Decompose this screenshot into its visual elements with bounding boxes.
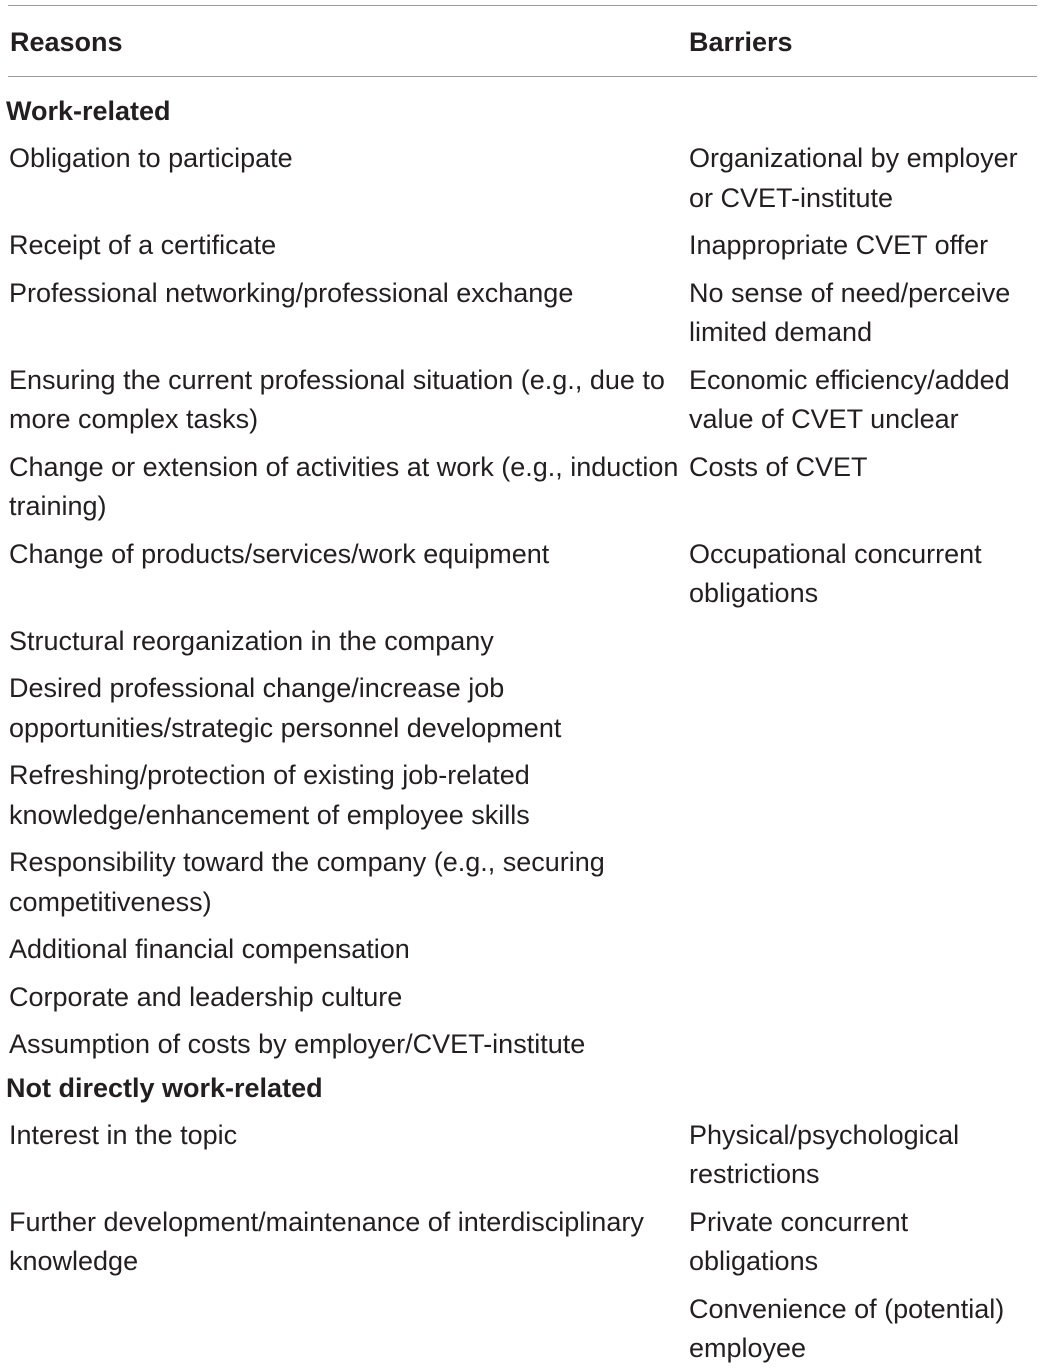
table-row — [0, 1203, 1043, 1282]
header-reasons: Reasons — [10, 27, 123, 57]
table-row — [0, 843, 1043, 922]
header-barriers: Barriers — [689, 27, 793, 57]
barrier-cell: Costs of CVET — [689, 451, 868, 482]
table-row — [0, 448, 1043, 527]
barrier-cell — [679, 756, 1033, 835]
reason-cell — [0, 1290, 679, 1369]
barrier-cell: Inappropriate CVET offer — [689, 230, 989, 260]
table-row — [0, 535, 1043, 614]
table-row — [0, 622, 1043, 662]
table-row — [0, 930, 1043, 970]
table-row — [0, 361, 1043, 440]
section-label: Not directly work-related — [6, 1072, 323, 1103]
reason-cell: Responsibility toward the company (e.g., securing competitiveness) — [9, 847, 605, 917]
barrier-cell: Economic efficiency/added value of CVET unclear — [689, 364, 1010, 434]
reason-cell: Refreshing/protection of existing job-related knowledge/enhancement of employee skills — [9, 760, 530, 830]
barrier-cell — [679, 622, 1033, 662]
reason-cell: Interest in the topic — [9, 1119, 238, 1150]
table-header-rule — [8, 76, 1037, 77]
table-row — [0, 756, 1043, 835]
barrier-cell: Organizational by employer or CVET-institute — [689, 143, 1018, 213]
barrier-cell — [679, 978, 1033, 1018]
reason-cell: Ensuring the current professional situation (e.g., due to more complex tasks) — [9, 364, 665, 434]
barrier-cell — [679, 1025, 1033, 1065]
barrier-cell — [679, 669, 1033, 748]
table-row — [0, 274, 1043, 353]
table-row — [0, 1025, 1043, 1065]
table-row — [0, 669, 1043, 748]
reason-cell: Further development/maintenance of interdisciplinary knowledge — [9, 1206, 644, 1276]
barrier-cell — [679, 843, 1033, 922]
reason-cell: Structural reorganization in the company — [9, 625, 494, 656]
reason-cell: Professional networking/professional exchange — [9, 277, 574, 308]
reason-cell: Assumption of costs by employer/CVET-institute — [9, 1029, 586, 1059]
reason-cell: Change or extension of activities at work (e.g., induction training) — [9, 451, 679, 521]
reason-cell: Corporate and leadership culture — [9, 981, 403, 1012]
table-row — [0, 139, 1043, 218]
barrier-cell — [679, 930, 1033, 970]
reason-cell: Change of products/services/work equipment — [9, 538, 550, 569]
reason-cell: Desired professional change/increase job opportunities/strategic personnel development — [9, 673, 562, 743]
table-row — [0, 1116, 1043, 1195]
section-label: Work-related — [6, 96, 171, 126]
barrier-cell: Occupational concurrent obligations — [689, 538, 982, 608]
table-row — [0, 226, 1043, 266]
table-row — [0, 978, 1043, 1018]
barrier-cell: Private concurrent obligations — [689, 1206, 909, 1276]
reason-cell: Additional financial compensation — [9, 934, 410, 964]
table-row — [0, 1290, 1043, 1369]
barrier-cell: Convenience of (potential) employee — [689, 1293, 1005, 1363]
table-header-row — [0, 24, 1043, 60]
barrier-cell: No sense of need/perceive limited demand — [689, 277, 1011, 347]
reason-cell: Obligation to participate — [9, 143, 293, 173]
table-top-rule — [8, 5, 1037, 6]
table-body — [0, 92, 1043, 1369]
reason-cell: Receipt of a certificate — [9, 230, 277, 260]
barrier-cell: Physical/psychological restrictions — [689, 1119, 960, 1189]
